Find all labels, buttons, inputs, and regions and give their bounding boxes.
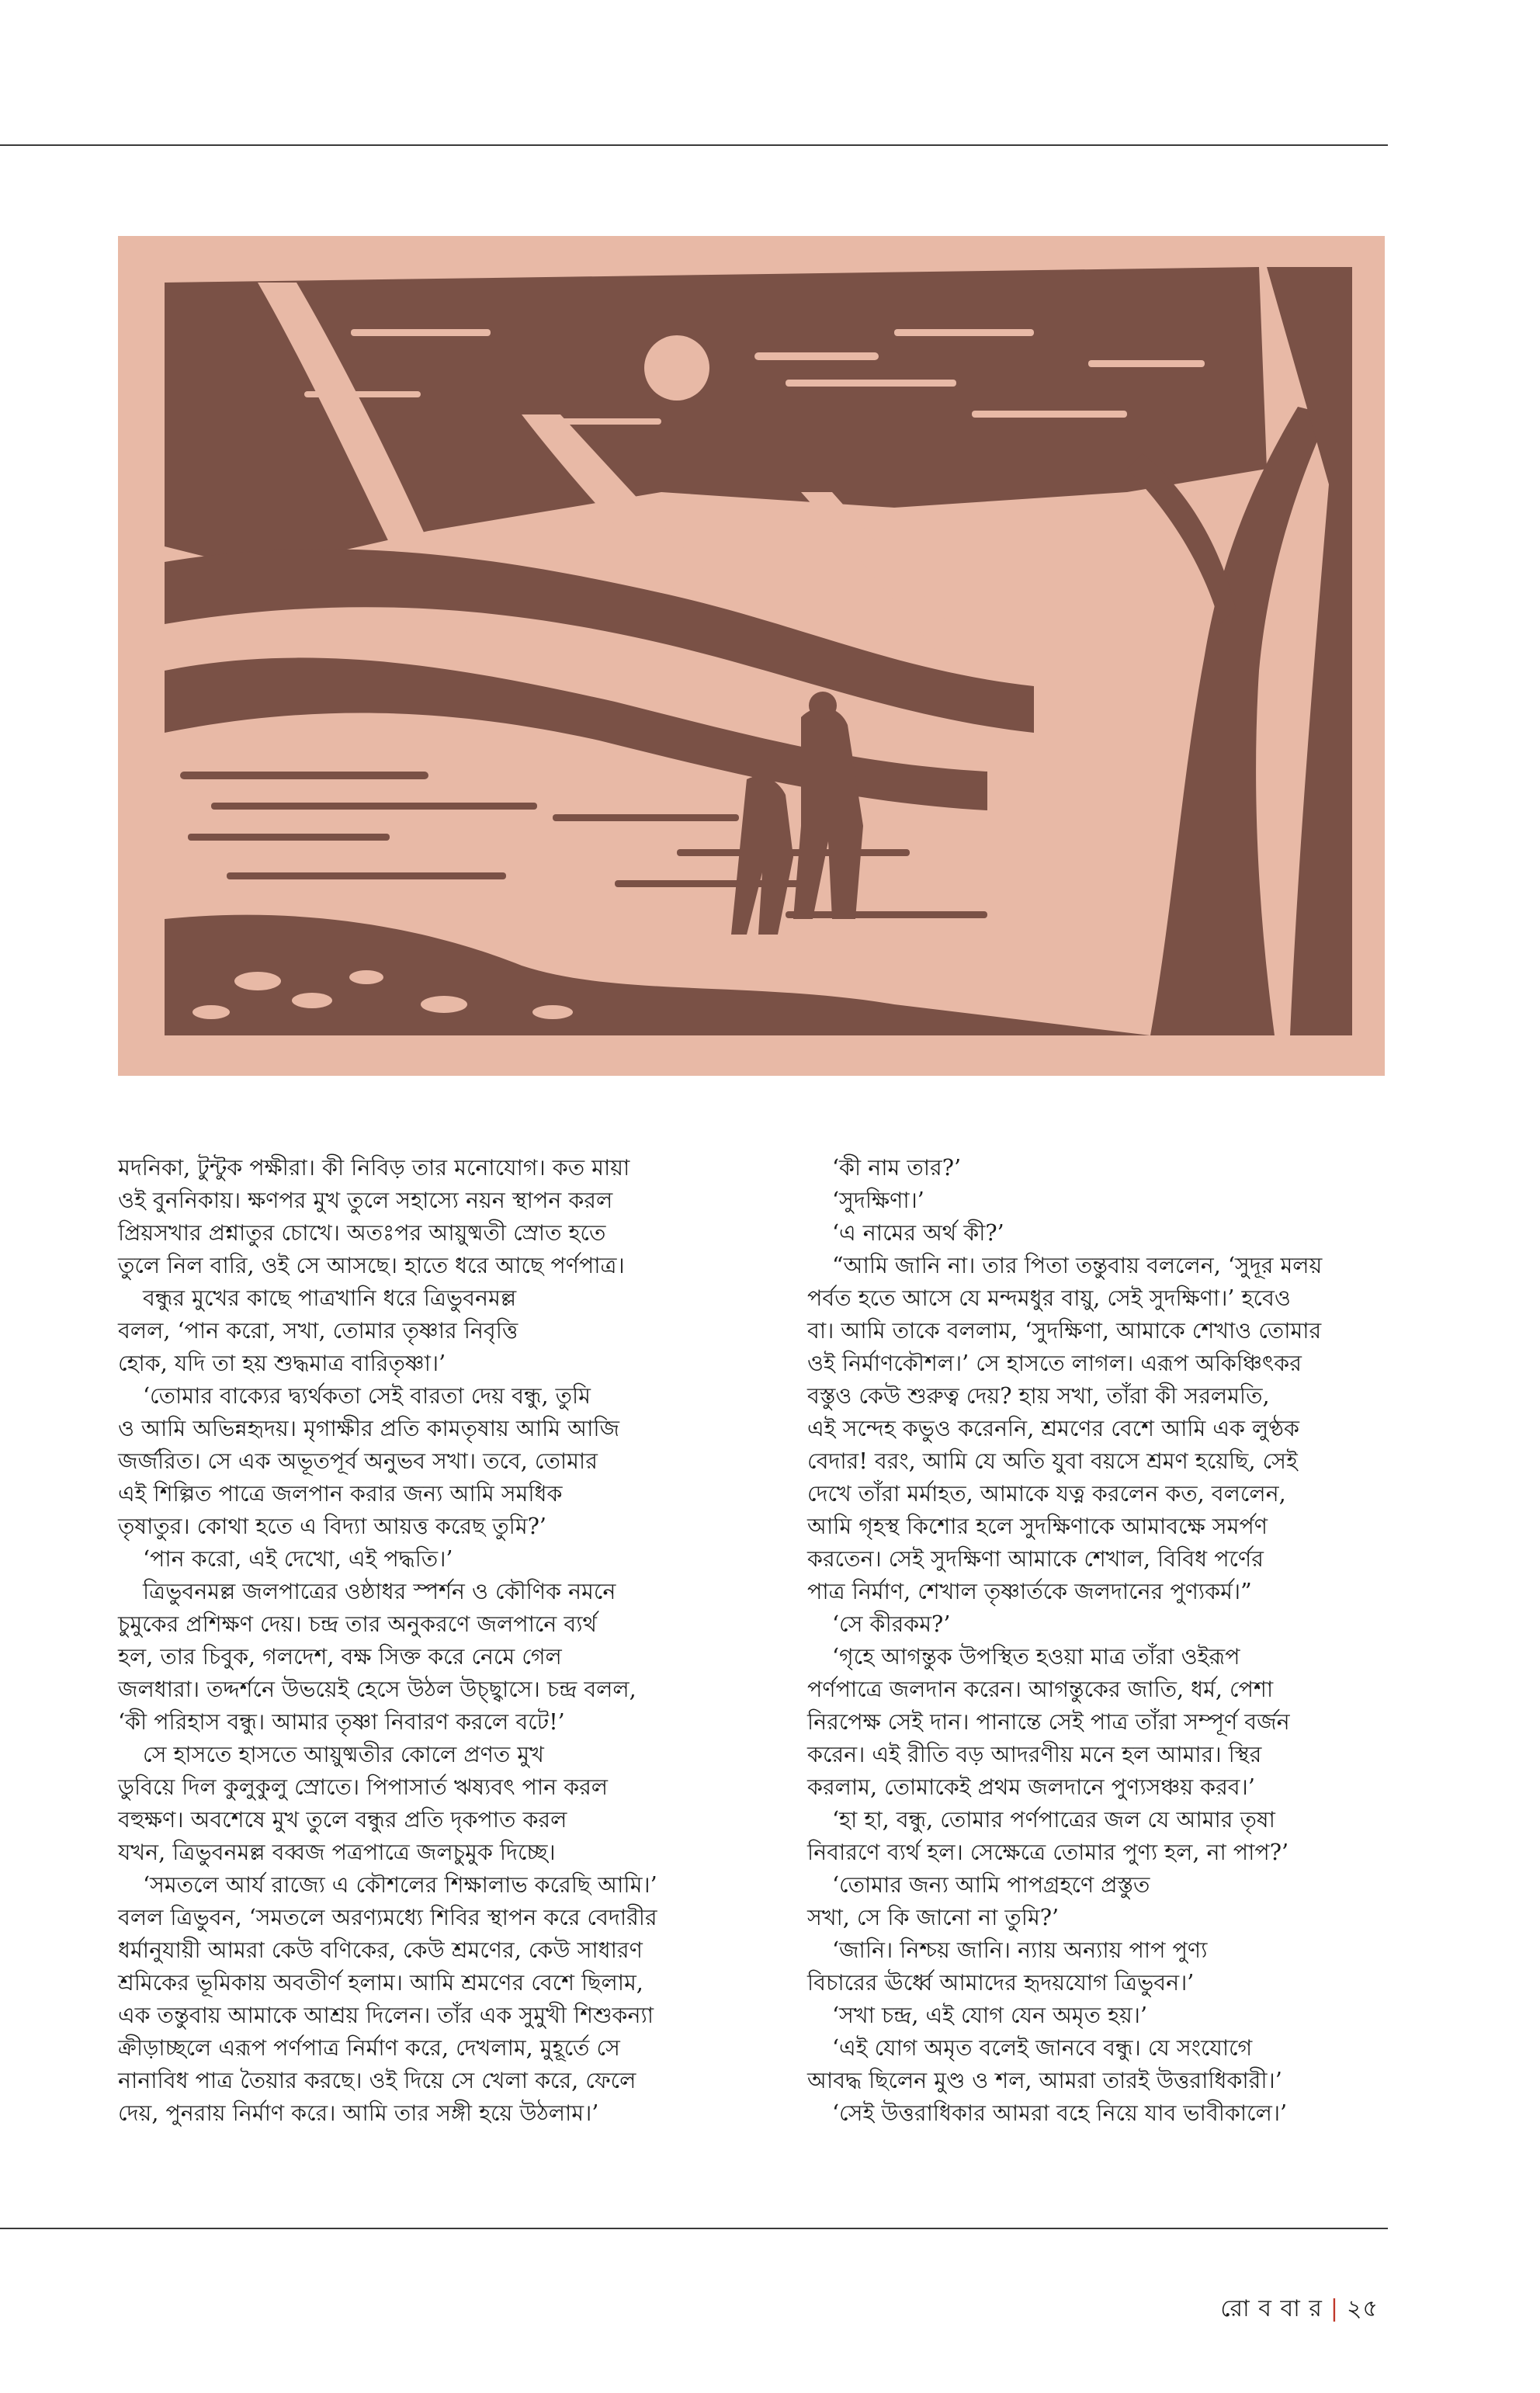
paragraph-line: ওই বুননিকায়। ক্ষণপর মুখ তুলে সহাস্যে নয়ন স্থাপন করল: [118, 1188, 613, 1213]
paragraph-line: পর্বত হতে আসে যে মন্দমধুর বায়ু, সেই সুদক্ষিণা।’ হবেও: [807, 1285, 1291, 1311]
paragraph-line: নানাবিধ পাত্র তৈয়ার করছে। ওই দিয়ে সে খেলা করে, ফেলে: [118, 2068, 636, 2093]
paragraph-line: নিবারণে ব্যর্থ হল। সেক্ষেত্রে তোমার পুণ্য হল, না পাপ?’: [807, 1840, 1289, 1865]
paragraph-line: করেন। এই রীতি বড় আদরণীয় মনে হল আমার। স্থির: [807, 1742, 1262, 1767]
paragraph-line: বস্তুও কেউ শুরুত্ব দেয়? হায় সখা, তাঁরা কী সরলমতি,: [807, 1383, 1270, 1409]
paragraph-line: ও আমি অভিন্নহৃদয়। মৃগাক্ষীর প্রতি কামতৃষায় আমি আজি: [118, 1416, 620, 1441]
paragraph-line: হোক, যদি তা হয় শুদ্ধমাত্র বারিতৃষ্ণা।’: [118, 1351, 446, 1376]
paragraph-line: ‘গৃহে আগন্তুক উপস্থিত হওয়া মাত্র তাঁরা ওইরূপ: [832, 1644, 1240, 1670]
paragraph-line: বা। আমি তাকে বললাম, ‘সুদক্ষিণা, আমাকে শেখাও তোমার: [807, 1318, 1322, 1344]
paragraph-line: বলল ত্রিভুবন, ‘সমতলে অরণ্যমধ্যে শিবির স্থাপন করে বেদারীর: [118, 1905, 657, 1930]
paragraph-line: করলাম, তোমাকেই প্রথম জলদানে পুণ্যসঞ্চয় করব।’: [807, 1774, 1255, 1800]
paragraph-line: “আমি জানি না। তার পিতা তন্তুবায় বললেন, ‘সুদূর মলয়: [832, 1253, 1323, 1278]
paragraph-line: সখা, সে কি জানো না তুমি?’: [807, 1905, 1060, 1930]
paragraph-line: এই সন্দেহ কভুও করেননি, শ্রমণের বেশে আমি এক লুণ্ঠক: [807, 1416, 1299, 1441]
paragraph-line: ‘কী নাম তার?’: [832, 1155, 962, 1181]
bottom-rule: [0, 2228, 1388, 2229]
top-rule: [0, 144, 1388, 146]
paragraph-line: তুলে নিল বারি, ওই সে আসছে। হাতে ধরে আছে পর্ণপাত্র।: [118, 1253, 625, 1278]
paragraph-line: হল, তার চিবুক, গলদেশ, বক্ষ সিক্ত করে নেমে গেল: [118, 1644, 562, 1670]
paragraph-line: আমি গৃহস্থ কিশোর হলে সুদক্ষিণাকে আমাবক্ষে সমর্পণ: [807, 1514, 1268, 1539]
text-column-left: [118, 1152, 708, 2130]
landscape-woodcut-image: [118, 236, 1385, 1076]
paragraph-line: ‘এই যোগ অমৃত বলেই জানবে বন্ধু। যে সংযোগে: [832, 2035, 1253, 2061]
page-number: ২৫: [1347, 2295, 1379, 2322]
paragraph-line: বলল, ‘পান করো, সখা, তোমার তৃষ্ণার নিবৃত্তি: [118, 1318, 519, 1344]
paragraph-line: এক তন্তুবায় আমাকে আশ্রয় দিলেন। তাঁর এক সুমুখী শিশুকন্যা: [118, 2003, 654, 2028]
paragraph-line: ‘তোমার বাক্যের দ্ব্যর্থকতা সেই বারতা দেয় বন্ধু, তুমি: [143, 1383, 591, 1409]
paragraph-line: ধর্মানুযায়ী আমরা কেউ বণিকের, কেউ শ্রমণের, কেউ সাধারণ: [118, 1937, 643, 1963]
paragraph-line: ‘হা হা, বন্ধু, তোমার পর্ণপাত্রের জল যে আমার তৃষা: [832, 1807, 1275, 1833]
paragraph-line: ‘তোমার জন্য আমি পাপগ্রহণে প্রস্তুত: [832, 1872, 1150, 1898]
paragraph-line: নিরপেক্ষ সেই দান। পানান্তে সেই পাত্র তাঁরা সম্পূর্ণ বর্জন: [807, 1709, 1290, 1735]
paragraph-line: ‘সেই উত্তরাধিকার আমরা বহে নিয়ে যাব ভাবীকালে।’: [832, 2100, 1288, 2126]
footer-separator: |: [1330, 2295, 1340, 2322]
paragraph-line: বহুক্ষণ। অবশেষে মুখ তুলে বন্ধুর প্রতি দৃকপাত করল: [118, 1807, 567, 1833]
paragraph-line: ‘সখা চন্দ্র, এই যোগ যেন অমৃত হয়।’: [832, 2003, 1148, 2028]
paragraph-line: বেদার! বরং, আমি যে অতি যুবা বয়সে শ্রমণ হয়েছি, সেই: [807, 1448, 1298, 1474]
paragraph-line: ‘সে কীরকম?’: [832, 1611, 951, 1637]
paragraph-line: ‘এ নামের অর্থ কী?’: [832, 1220, 1004, 1246]
paragraph-line: দেখে তাঁরা মর্মাহত, আমাকে যত্ন করলেন কত, বললেন,: [807, 1481, 1286, 1507]
paragraph-line: মদনিকা, টুন্টুক পক্ষীরা। কী নিবিড় তার মনোযোগ। কত মায়া: [118, 1155, 630, 1181]
page-footer: [1220, 2290, 1379, 2329]
paragraph-line: দেয়, পুনরায় নির্মাণ করে। আমি তার সঙ্গী হয়ে উঠলাম।’: [118, 2100, 599, 2126]
paragraph-line: ডুবিয়ে দিল কুলুকুলু স্রোতে। পিপাসার্ত ঋষ্যবৎ পান করল: [118, 1774, 609, 1800]
paragraph-line: সে হাসতে হাসতে আয়ুষ্মতীর কোলে প্রণত মুখ: [143, 1742, 544, 1767]
paragraph-line: ‘কী পরিহাস বন্ধু। আমার তৃষ্ণা নিবারণ করলে বটে!’: [118, 1709, 565, 1735]
paragraph-line: ক্রীড়াচ্ছলে এরূপ পর্ণপাত্র নির্মাণ করে, দেখলাম, মুহূর্তে সে: [118, 2035, 620, 2061]
paragraph-line: করতেন। সেই সুদক্ষিণা আমাকে শেখাল, বিবিধ পর্ণের: [807, 1546, 1264, 1572]
paragraph-line: জর্জরিত। সে এক অভূতপূর্ব অনুভব সখা। তবে, তোমার: [118, 1448, 598, 1474]
paragraph-line: ‘সুদক্ষিণা।’: [832, 1188, 924, 1213]
paragraph-line: ‘পান করো, এই দেখো, এই পদ্ধতি।’: [143, 1546, 453, 1572]
paragraph-line: পর্ণপাত্রে জলদান করেন। আগন্তুকের জাতি, ধর্ম, পেশা: [807, 1677, 1274, 1702]
paragraph-line: শ্রমিকের ভূমিকায় অবতীর্ণ হলাম। আমি শ্রমণের বেশে ছিলাম,: [118, 1970, 643, 1996]
paragraph-line: প্রিয়সখার প্রশ্নাতুর চোখে। অতঃপর আয়ুষ্মতী স্রোত হতে: [118, 1220, 606, 1246]
paragraph-line: ‘সমতলে আর্য রাজ্যে এ কৌশলের শিক্ষালাভ করেছি আমি।’: [143, 1872, 657, 1898]
paragraph-line: ত্রিভুবনমল্ল জলপাত্রের ওষ্ঠাধর স্পর্শন ও কৌণিক নমনে: [143, 1579, 616, 1604]
paragraph-line: চুমুকের প্রশিক্ষণ দেয়। চন্দ্র তার অনুকরণে জলপানে ব্যর্থ: [118, 1611, 597, 1637]
magazine-name: রো ব বা র: [1220, 2295, 1323, 2322]
paragraph-line: বিচারের ঊর্ধ্বে আমাদের হৃদয়যোগ ত্রিভুবন।’: [807, 1970, 1195, 1996]
text-column-right: [807, 1152, 1397, 2130]
paragraph-line: ওই নির্মাণকৌশল।’ সে হাসতে লাগল। এরূপ অকিঞ্চিৎকর: [807, 1351, 1302, 1376]
paragraph-line: যখন, ত্রিভুবনমল্ল বব্বজ পত্রপাত্রে জলচুমুক দিচ্ছে।: [118, 1840, 556, 1865]
paragraph-line: আবদ্ধ ছিলেন মুণ্ড ও শল, আমরা তারই উত্তরাধিকারী।’: [807, 2068, 1282, 2093]
woodcut-illustration: [118, 236, 1385, 1076]
paragraph-line: ‘জানি। নিশ্চয় জানি। ন্যায় অন্যায় পাপ পুণ্য: [832, 1937, 1208, 1963]
paragraph-line: বন্ধুর মুখের কাছে পাত্রখানি ধরে ত্রিভুবনমল্ল: [143, 1285, 517, 1311]
paragraph-line: পাত্র নির্মাণ, শেখাল তৃষ্ণার্তকে জলদানের পুণ্যকর্ম।”: [807, 1579, 1252, 1604]
paragraph-line: তৃষাতুর। কোথা হতে এ বিদ্যা আয়ত্ত করেছ তুমি?’: [118, 1514, 546, 1539]
paragraph-line: এই শিল্পিত পাত্রে জলপান করার জন্য আমি সমধিক: [118, 1481, 563, 1507]
paragraph-line: জলধারা। তদ্দর্শনে উভয়েই হেসে উঠল উচ্ছ্বাসে। চন্দ্র বলল,: [118, 1677, 636, 1702]
